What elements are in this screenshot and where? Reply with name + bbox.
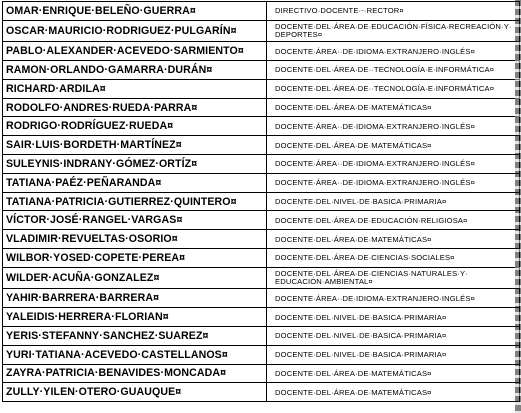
table-row (3, 289, 520, 308)
table-row (3, 249, 520, 268)
staff-role-cell: DOCENTE·DEL·NIVEL·DE·BASICA·PRIMARIA¤ (267, 308, 520, 327)
table-row (3, 42, 520, 61)
staff-name-cell: WILDER·ACUÑA·GONZALEZ¤ (3, 267, 267, 289)
staff-name-cell: YURI·TATIANA·ACEVEDO·CASTELLANOS¤ (3, 345, 267, 364)
staff-name-cell: TATIANA·PATRICIA·GUTIERREZ·QUINTERO¤ (3, 192, 267, 211)
table-row (3, 364, 520, 383)
staff-name-cell: PABLO·ALEXANDER·ACEVEDO·SARMIENTO¤ (3, 42, 267, 61)
staff-name-cell: SAIR·LUIS·BORDETH·MARTÍNEZ¤ (3, 136, 267, 155)
table-row (3, 267, 520, 289)
table-row (3, 308, 520, 327)
staff-table (2, 1, 520, 402)
staff-role-cell: DOCENTE·DEL·ÁREA·DE·MATEMÁTICAS¤ (267, 364, 520, 383)
table-row (3, 79, 520, 98)
staff-role-cell: DOCENTE·DEL·ÁREA·DE·MATEMÁTICAS¤ (267, 383, 520, 402)
staff-role-cell: DOCENTE·DEL·ÁREA·DE·CIENCIAS·SOCIALES¤ (267, 249, 520, 268)
staff-role-cell: DOCENTE·ÁREA··DE·IDIOMA·EXTRANJERO·INGLÉS¤ (267, 155, 520, 174)
staff-name-cell: RAMON·ORLANDO·GAMARRA·DURÁN¤ (3, 61, 267, 80)
table-row (3, 20, 520, 42)
staff-role-cell: DOCENTE·ÁREA··DE·IDIOMA·EXTRANJERO·INGLÉS¤ (267, 173, 520, 192)
staff-role-cell: DOCENTE·DEL·ÁREA·DE·EDUCACIÓN·FÍSICA·RECREACIÓN·Y· DEPORTES¤ (267, 20, 520, 42)
staff-name-cell: YALEIDIS·HERRERA·FLORIAN¤ (3, 308, 267, 327)
table-row (3, 155, 520, 174)
staff-name-cell: YERIS·STEFANNY·SANCHEZ·SUAREZ¤ (3, 326, 267, 345)
staff-name-cell: YAHIR·BARRERA·BARRERA¤ (3, 289, 267, 308)
table-row (3, 61, 520, 80)
table-row (3, 98, 520, 117)
staff-role-cell: DOCENTE·ÁREA··DE·IDIOMA·EXTRANJERO·INGLÉS¤ (267, 117, 520, 136)
table-row (3, 2, 520, 21)
table-row (3, 192, 520, 211)
staff-role-cell: DOCENTE·ÁREA··DE·IDIOMA·EXTRANJERO·INGLÉS¤ (267, 42, 520, 61)
staff-name-cell: RICHARD·ARDILA¤ (3, 79, 267, 98)
staff-role-cell: DOCENTE·DEL·NIVEL·DE·BASICA·PRIMARIA¤ (267, 192, 520, 211)
staff-role-cell: DOCENTE·DEL·ÁREA·DE·MATEMÁTICAS¤ (267, 136, 520, 155)
staff-role-cell: DOCENTE·DEL·ÁREA·DE·CIENCIAS·NATURALES·Y· EDUCACIÓN·AMBIENTAL¤ (267, 267, 520, 289)
staff-name-cell: OMAR·ENRIQUE·BELEÑO·GUERRA¤ (3, 2, 267, 21)
table-row (3, 345, 520, 364)
staff-role-cell: DOCENTE·DEL·ÁREA·DE·MATEMÁTICAS¤ (267, 98, 520, 117)
staff-name-cell: SULEYNIS·INDRANY·GÓMEZ·ORTÍZ¤ (3, 155, 267, 174)
staff-role-cell: DOCENTE·ÁREA··DE·IDIOMA·EXTRANJERO·INGLÉS¤ (267, 289, 520, 308)
staff-role-cell: DOCENTE·DEL·NIVEL·DE·BASICA·PRIMARIA¤ (267, 345, 520, 364)
table-row (3, 383, 520, 402)
table-row (3, 211, 520, 230)
table-row (3, 326, 520, 345)
staff-role-cell: DOCENTE·DEL·ÁREA·DE·MATEMÁTICAS¤ (267, 230, 520, 249)
staff-name-cell: OSCAR·MAURICIO·RODRIGUEZ·PULGARÍN¤ (3, 20, 267, 42)
staff-name-cell: RODRIGO·RODRÍGUEZ·RUEDA¤ (3, 117, 267, 136)
staff-name-cell: TATIANA·PAÉZ·PEÑARANDA¤ (3, 173, 267, 192)
staff-name-cell: ZULLY·YILEN·OTERO·GUAUQUE¤ (3, 383, 267, 402)
staff-name-cell: RODOLFO·ANDRES·RUEDA·PARRA¤ (3, 98, 267, 117)
staff-role-cell: DOCENTE·DEL·ÁREA·DE··TECNOLOGÍA·E·INFORMÁTICA¤ (267, 61, 520, 80)
staff-role-cell: DOCENTE·DEL·ÁREA·DE··TECNOLOGÍA·E·INFORMÁTICA¤ (267, 79, 520, 98)
table-row (3, 117, 520, 136)
staff-name-cell: WILBOR·YOSED·COPETE·PEREA¤ (3, 249, 267, 268)
table-row (3, 136, 520, 155)
staff-name-cell: VÍCTOR·JOSÉ·RANGEL·VARGAS¤ (3, 211, 267, 230)
staff-table-body (3, 2, 520, 402)
staff-name-cell: VLADIMIR·REVUELTAS·OSORIO¤ (3, 230, 267, 249)
staff-role-cell: DIRECTIVO·DOCENTE·-·RECTOR¤ (267, 2, 520, 21)
page-edge-shadow (515, 0, 521, 413)
staff-name-cell: ZAYRA·PATRICIA·BENAVIDES·MONCADA¤ (3, 364, 267, 383)
staff-role-cell: DOCENTE·DEL·ÁREA·DE·EDUCACIÓN·RELIGIOSA¤ (267, 211, 520, 230)
table-row (3, 230, 520, 249)
staff-role-cell: DOCENTE·DEL·NIVEL·DE·BASICA·PRIMARIA¤ (267, 326, 520, 345)
table-row (3, 173, 520, 192)
